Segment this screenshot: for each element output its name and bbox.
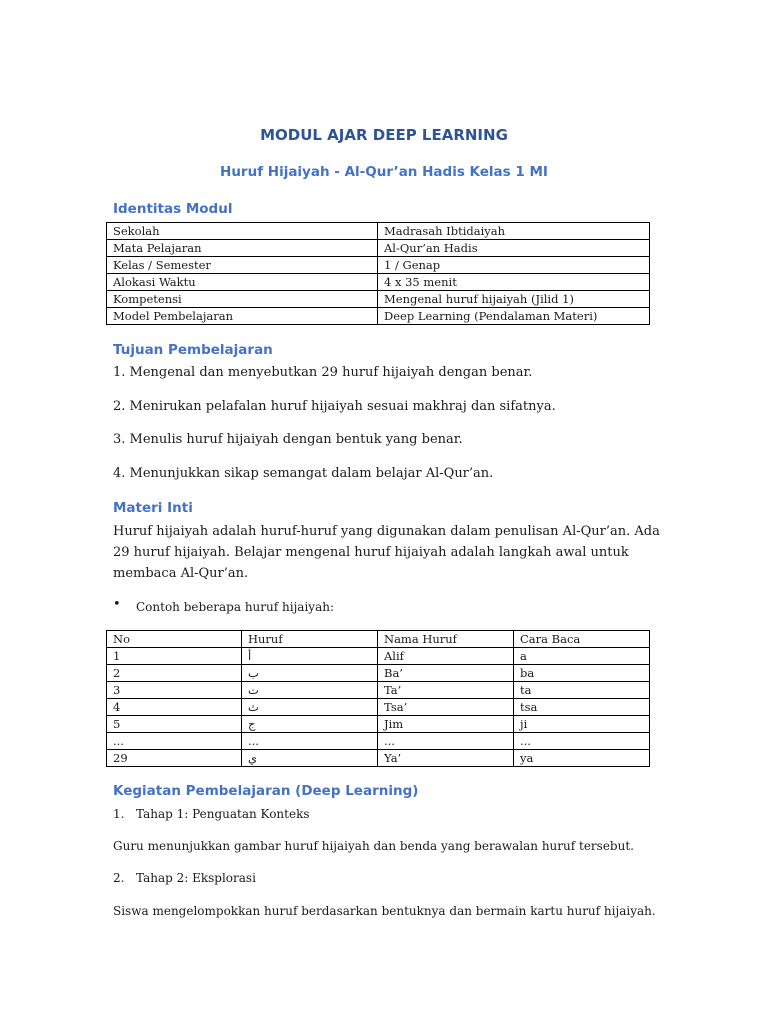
identitas-value: 1 / Genap: [378, 257, 650, 274]
identitas-value: 4 x 35 menit: [378, 274, 650, 291]
identitas-label: Model Pembelajaran: [107, 308, 378, 325]
identitas-label: Kompetensi: [107, 291, 378, 308]
cell-huruf: ي: [242, 750, 378, 767]
document-subtitle: Huruf Hijaiyah - Al-Qur’an Hadis Kelas 1 MI: [220, 164, 548, 180]
step-number: 1.: [113, 807, 125, 821]
cell-cara-baca: tsa: [514, 699, 650, 716]
cell-no: 29: [107, 750, 242, 767]
cell-nama: Jim: [378, 716, 514, 733]
cell-nama: Alif: [378, 648, 514, 665]
cell-huruf: ت: [242, 682, 378, 699]
paragraph-line: Huruf hijaiyah adalah huruf-huruf yang digunakan dalam penulisan Al-Qur’an. Ada: [113, 524, 660, 539]
cell-cara-baca: ba: [514, 665, 650, 682]
cell-nama: ...: [378, 733, 514, 750]
cell-nama: Ta’: [378, 682, 514, 699]
section-heading-materi: Materi Inti: [113, 500, 193, 516]
identitas-label: Kelas / Semester: [107, 257, 378, 274]
list-item: 3. Menulis huruf hijaiyah dengan bentuk yang benar.: [113, 432, 463, 447]
table-row: [107, 699, 650, 716]
identitas-value: Mengenal huruf hijaiyah (Jilid 1): [378, 291, 650, 308]
table-row: [107, 716, 650, 733]
cell-cara-baca: ...: [514, 733, 650, 750]
cell-cara-baca: ya: [514, 750, 650, 767]
list-item: 2. Menirukan pelafalan huruf hijaiyah sesuai makhraj dan sifatnya.: [113, 399, 556, 414]
cell-huruf: أ: [242, 648, 378, 665]
table-row: [107, 750, 650, 767]
column-header: Huruf: [242, 631, 378, 648]
list-item: 1. Mengenal dan menyebutkan 29 huruf hijaiyah dengan benar.: [113, 365, 533, 380]
section-heading-identitas: Identitas Modul: [113, 201, 233, 217]
cell-nama: Tsa’: [378, 699, 514, 716]
cell-no: 2: [107, 665, 242, 682]
cell-no: 4: [107, 699, 242, 716]
step-description: Siswa mengelompokkan huruf berdasarkan bentuknya dan bermain kartu huruf hijaiyah.: [113, 904, 656, 918]
table-row: [107, 291, 650, 308]
step-title: Tahap 1: Penguatan Konteks: [136, 807, 310, 821]
table-row: [107, 648, 650, 665]
identitas-table: [106, 222, 650, 325]
table-row: [107, 682, 650, 699]
table-row: [107, 733, 650, 750]
table-header-row: [107, 631, 650, 648]
cell-huruf: ج: [242, 716, 378, 733]
step-number: 2.: [113, 871, 125, 885]
table-row: [107, 223, 650, 240]
column-header: Cara Baca: [514, 631, 650, 648]
cell-no: 3: [107, 682, 242, 699]
cell-nama: Ya’: [378, 750, 514, 767]
table-row: [107, 274, 650, 291]
cell-huruf: ث: [242, 699, 378, 716]
cell-cara-baca: a: [514, 648, 650, 665]
cell-no: 1: [107, 648, 242, 665]
cell-huruf: ...: [242, 733, 378, 750]
identitas-value: Al-Qur’an Hadis: [378, 240, 650, 257]
bullet-text: Contoh beberapa huruf hijaiyah:: [136, 600, 334, 614]
identitas-value: Madrasah Ibtidaiyah: [378, 223, 650, 240]
section-heading-tujuan: Tujuan Pembelajaran: [113, 342, 273, 358]
cell-no: ...: [107, 733, 242, 750]
identitas-label: Mata Pelajaran: [107, 240, 378, 257]
identitas-value: Deep Learning (Pendalaman Materi): [378, 308, 650, 325]
column-header: No: [107, 631, 242, 648]
step-title: Tahap 2: Eksplorasi: [136, 871, 256, 885]
list-item: 4. Menunjukkan sikap semangat dalam belajar Al-Qur’an.: [113, 466, 494, 481]
section-heading-kegiatan: Kegiatan Pembelajaran (Deep Learning): [113, 783, 419, 799]
hijaiyah-table: [106, 630, 650, 767]
step-description: Guru menunjukkan gambar huruf hijaiyah dan benda yang berawalan huruf tersebut.: [113, 839, 634, 853]
cell-no: 5: [107, 716, 242, 733]
cell-nama: Ba’: [378, 665, 514, 682]
identitas-label: Alokasi Waktu: [107, 274, 378, 291]
cell-cara-baca: ji: [514, 716, 650, 733]
table-row: [107, 257, 650, 274]
table-row: [107, 665, 650, 682]
cell-cara-baca: ta: [514, 682, 650, 699]
paragraph-line: membaca Al-Qur’an.: [113, 566, 249, 581]
cell-huruf: ب: [242, 665, 378, 682]
paragraph-line: 29 huruf hijaiyah. Belajar mengenal huruf hijaiyah adalah langkah awal untuk: [113, 545, 629, 560]
document-title: MODUL AJAR DEEP LEARNING: [260, 126, 508, 144]
identitas-label: Sekolah: [107, 223, 378, 240]
bullet-icon: •: [113, 597, 121, 612]
table-row: [107, 308, 650, 325]
table-row: [107, 240, 650, 257]
column-header: Nama Huruf: [378, 631, 514, 648]
